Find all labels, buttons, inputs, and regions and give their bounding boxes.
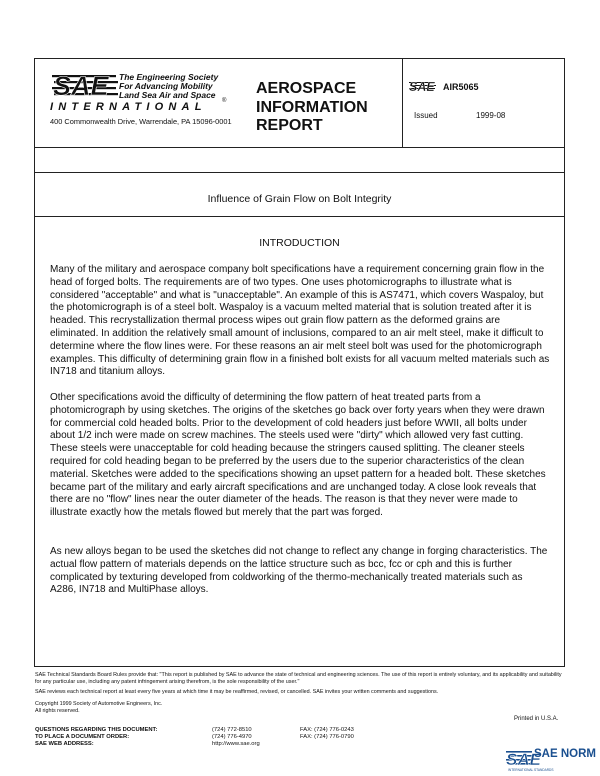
- society-line: For Advancing Mobility: [119, 81, 213, 91]
- body-paragraph: As new alloys began to be used the sketches did not change to reflect any change in forging characteristics. The actual flow pattern of materials depends on the lattice structure such as bcc, fcc or cph and this is further complicated by texturing developed from coldworking of the thermo-mechanically treated materials such as A286, IN718 and MultiPhase alloys.: [50, 546, 548, 596]
- registered-mark: ®: [222, 98, 227, 104]
- report-type-line: AEROSPACE: [256, 80, 357, 97]
- report-type-line: REPORT: [256, 117, 323, 134]
- document-number: AIR5065: [443, 82, 479, 92]
- body-divider: [35, 216, 564, 217]
- body-paragraph: Many of the military and aerospace company bolt specifications have a requirement concerning grain flow in the head of forged bolts. The requirements are of two types. One uses photomicrographs to illustrate what is considered "acceptable" and what is "unacceptable". An example of this is AS7471, which covers Waspaloy, but the photomicrograph is of a steel bolt. Waspaloy is a vacuum melted material that is solution treated after it is headed. This recrystallization thermal process wipes out grain flow pattern as the deformed grains are eliminated. In addition the relatively small amount of inclusions, compared to an air melt steel, make it difficult to determine where the flow lines were. For these reasons an air melt steel bolt was used for the photomicrograph examples. This difficulty of determining grain flow in a finished bolt exists for all vacuum melted materials such as IN718 and titanium alloys.: [50, 264, 550, 378]
- header-column-divider: [402, 59, 403, 147]
- org-address: 400 Commonwealth Drive, Warrendale, PA 15096-0001: [50, 117, 232, 126]
- contact-phone: (724) 772-8510: [212, 727, 252, 733]
- section-title: INTRODUCTION: [259, 237, 340, 249]
- title-divider: [35, 172, 564, 173]
- society-line: The Engineering Society: [119, 72, 219, 82]
- contact-labels: [35, 727, 157, 748]
- contact-fax: FAX: (724) 776-0243: [300, 727, 354, 733]
- sae-logo-text: SAE: [53, 72, 109, 98]
- header-divider: [35, 147, 564, 148]
- contact-faxes: [300, 727, 354, 741]
- report-type: [256, 80, 368, 136]
- contact-phone: (724) 776-4970: [212, 734, 252, 740]
- contact-fax: FAX: (724) 776-0790: [300, 734, 354, 740]
- issued-label: Issued: [414, 111, 438, 120]
- review-note: SAE reviews each technical report at least every five years at which time it may be reaffirmed, revised, or cancelled. SAE invites your written comments and suggestions.: [35, 689, 439, 695]
- copyright-line: All rights reserved.: [35, 708, 80, 714]
- report-type-line: INFORMATION: [256, 98, 368, 116]
- international-label: INTERNATIONAL: [50, 101, 207, 113]
- sae-norm-tagline: INTERNATIONAL STANDARDS: [508, 768, 554, 772]
- issued-date: 1999-08: [476, 111, 506, 120]
- contact-label: SAE WEB ADDRESS:: [35, 741, 94, 747]
- contact-label: TO PLACE A DOCUMENT ORDER:: [35, 734, 130, 740]
- copyright: [35, 701, 565, 715]
- body-paragraph: Other specifications avoid the difficulty of determining the flow pattern of heat treated parts from a photomicrograph by using sketches. The origins of the sketches go back over forty years when they were drawn for commercial cold headed bolts. Prior to the development of cold headers just before WWII, all bolts under about 1/2 inch were made on screw machines. The steels used were "dirty" which allowed very fast cutting. These steels were unacceptable for cold heading because the stringers caused splitting. The cleaner steels required for cold heading began to be preferred by the users due to the superior characteristics of the clean material. Sketches were added to the specifications showing an upset pattern for a headed bolt. These sketches became part of the military and early aircraft specifications and are unchanged today. A close look reveals that there are no "flow" lines near the outer diameter of the heads. The reason is that they never were made to illustrate exactly how the metals flowed but merely that the part was forged.: [50, 392, 546, 519]
- web-address-link[interactable]: http://www.sae.org: [212, 741, 260, 747]
- contact-phones: [212, 727, 260, 748]
- copyright-line: Copyright 1999 Society of Automotive Engineers, Inc.: [35, 701, 163, 707]
- contact-label: QUESTIONS REGARDING THIS DOCUMENT:: [35, 727, 158, 733]
- sae-small-logo-text: SAE: [409, 80, 435, 92]
- technical-board-note: SAE Technical Standards Board Rules provide that: "This report is published by SAE to advance the state of technical and engineering sciences. The use of this report is entirely voluntary, and its applicability and suitability for any particular use, including any patent infringement arising therefrom, is the sole responsibility of the user.": [35, 672, 562, 685]
- printed-location: Printed in U.S.A.: [514, 716, 559, 722]
- document-title: Influence of Grain Flow on Bolt Integrity: [207, 193, 392, 205]
- society-tagline: [119, 73, 218, 100]
- sae-norm-logo-text: SAE: [506, 750, 541, 769]
- sae-small-logo: [409, 80, 437, 92]
- sae-logo: [52, 72, 122, 98]
- sae-norm-brand: SAE NORM: [534, 748, 596, 760]
- society-line: Land Sea Air and Space: [119, 90, 216, 100]
